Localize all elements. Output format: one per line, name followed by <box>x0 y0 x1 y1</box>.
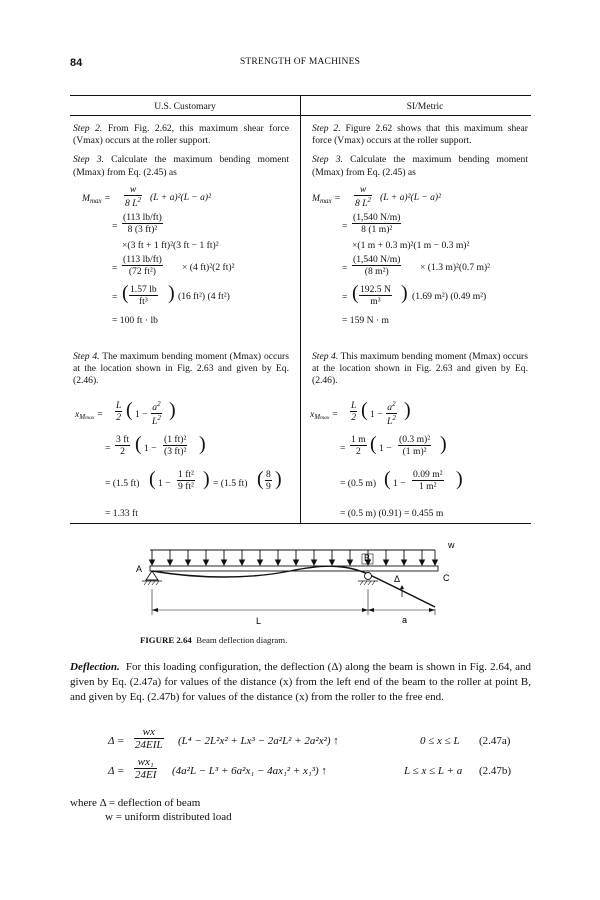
si-step4 <box>312 351 528 395</box>
us-step2-label: Step 2. <box>73 123 103 134</box>
us-x-equation: $x_{Mmax}$ = $\frac{L}{2}$ ( 1 − $\frac{a^2}{L^2}$ ) = $\frac{3 ft}{2}$ ( 1 − $\frac{\text{(1 ft)²}}{\text{(3 ft)²}}$ ) = (1.5 ft) ( 1 − $\frac{\text{1 ft²}}{\text{9 ft²}}$ ) = (1.5 ft) ( $\frac{8}{9}$ ) = 1.33 ft <box>75 399 282 519</box>
eq1-num: wx <box>134 726 164 739</box>
load-arrow <box>348 550 353 565</box>
si-m-line1: (L + a)²(L − a)² <box>380 192 441 203</box>
us-column-title: U.S. Customary <box>154 101 216 112</box>
load-arrow <box>330 550 335 565</box>
us-x-line3-inner-num: 1 ft² <box>178 469 194 480</box>
load-arrow <box>276 550 281 565</box>
us-x-line2-num: 3 ft <box>116 434 130 445</box>
us-step3-text: Calculate the maximum bending moment (Mmax) from Eq. (2.45) as <box>73 154 289 178</box>
us-x-line3-mid: = (1.5 ft) <box>213 478 248 489</box>
load-arrow <box>294 550 299 565</box>
us-m-result: = 100 ft · lb <box>112 315 158 326</box>
us-x-line3-frac-den: 9 <box>266 481 271 492</box>
si-m-result: = 159 N · m <box>342 315 389 326</box>
us-m-line5-den: ft³ <box>138 296 148 307</box>
si-x-result: = (0.5 m) (0.91) = 0.455 m <box>340 508 444 519</box>
ground-hatch-b <box>360 581 375 585</box>
us-x-line2-inner-den: (3 ft)² <box>164 446 187 457</box>
beam-deflection-figure <box>130 535 470 635</box>
si-x-line3-inner-num: 0.09 m² <box>413 469 443 480</box>
us-x-result: = 1.33 ft <box>105 508 138 519</box>
figure-caption-text: Beam deflection diagram. <box>196 635 288 645</box>
figure-caption-number: FIGURE 2.64 <box>140 635 192 645</box>
dim-arrow-a-left <box>368 608 374 612</box>
eq2-den: 24EI <box>135 769 157 781</box>
figure-label-w: w <box>448 540 455 550</box>
delta-label: Δ <box>394 574 401 584</box>
load-arrow <box>312 550 317 565</box>
load-arrow <box>168 550 173 565</box>
si-step2-text: Figure 2.62 shows that this maximum shear force (Vmax) occurs at the roller support. <box>312 123 528 147</box>
deflection-heading: Deflection. <box>70 661 120 673</box>
us-m-line4-rest: × (4 ft)²(2 ft)² <box>182 262 235 273</box>
us-x-line3-inner-den: 9 ft² <box>178 481 194 492</box>
si-step4-text: This maximum bending moment (Mmax) occurs at the location shown in Fig. 2.63 and given by Eq. (2.46). <box>312 351 528 387</box>
us-step2-text: From Fig. 2.62, this maximum shear force (Vmax) occurs at the roller support. <box>73 123 289 147</box>
si-x-line2-inner-num: (0.3 m)² <box>399 434 431 445</box>
us-m-line4-num: (113 lb/ft) <box>123 254 162 265</box>
dim-label-a: a <box>402 615 408 625</box>
where-line-1: where Δ = deflection of beam <box>70 797 201 809</box>
si-x-line2-num: 1 m <box>351 434 366 445</box>
point-c-label: C <box>443 573 450 583</box>
us-step3-label: Step 3. <box>73 154 104 166</box>
us-x-line2-inner-num: (1 ft)² <box>164 434 187 445</box>
si-step4-label: Step 4. <box>312 351 339 362</box>
si-m-line2-den: 8 (1 m)² <box>361 224 393 235</box>
si-step2-label: Step 2. <box>312 123 341 134</box>
page-number: 84 <box>70 57 83 69</box>
si-x-equation: $x_{Mmax}$ = $\frac{L}{2}$ ( 1 − $\frac{a^2}{L^2}$ ) = $\frac{1 m}{2}$ ( 1 − $\frac{\text{(0.3 m)²}}{\text{(1 m)²}}$ ) = (0.5 m) ( 1 − $\frac{\text{0.09 m²}}{\text{1 m²}}$ ) = (0.5 m) (0.91) = 0.455 m <box>310 399 463 519</box>
load-arrow <box>258 550 263 565</box>
us-x-line3-frac-num: 8 <box>266 469 271 480</box>
eq2-body: (4a²L − L³ + 6a²x₁ − 4ax₁² + x₁³) ↑ <box>172 765 327 777</box>
si-step3-label: Step 3. <box>312 154 343 166</box>
us-step4 <box>73 351 289 395</box>
si-x-line3-inner-den: 1 m² <box>418 481 437 492</box>
running-title: STRENGTH OF MACHINES <box>239 57 361 67</box>
eq2-num: wx₁ <box>134 756 157 769</box>
si-m-line2-num: (1,540 N/m) <box>353 212 401 223</box>
deflection-curve <box>152 566 435 607</box>
load-arrow <box>384 550 389 565</box>
load-arrow <box>420 550 425 565</box>
load-arrows <box>150 550 438 565</box>
delta-arrowhead <box>400 585 404 589</box>
point-a-label: A <box>136 564 143 574</box>
us-step4-label: Step 4. <box>73 351 100 362</box>
si-step3-text: Calculate the maximum bending moment (Mmax) from Eq. (2.45) as <box>312 154 528 178</box>
where-line-2: w = uniform distributed load <box>105 811 232 823</box>
us-mmax-equation: $M_{max}$ = $\frac{w}{8 L^2}$ (L + a)²(L − a)² = $\frac{(113 lb/ft)}{\text{8 (3 ft)²}}$ ×(3 ft + 1 ft)²(3 ft − 1 ft)² = $\frac{(113 lb/ft)}{\text{(72 ft²)}}$ × (4 ft)²(2 ft)² = ( $\frac{1.57 lb}{\text{ft³}}$ ) (16 ft²) (4 ft²) = 100 ft · lb <box>82 184 235 326</box>
dim-arrow-l-right <box>362 608 368 612</box>
si-step2 <box>312 123 528 186</box>
equation-2-47b: Δ = $\frac{\text{wx₁}}{24EI}$ (4a²L − L³ + 6a²x₁ − 4ax₁² + x₁³) ↑ L ≤ x ≤ L + a (2.47b) <box>108 756 512 781</box>
load-arrow <box>150 550 155 565</box>
table-bottom-rule <box>70 523 531 524</box>
us-m-line5-num: 1.57 lb <box>130 284 157 295</box>
point-b-label: B <box>364 553 371 563</box>
deflection-paragraph <box>70 660 531 705</box>
eq1-body: (L⁴ − 2L²x² + Lx³ − 2a²L² + 2a²x²) ↑ <box>178 735 339 747</box>
load-arrow <box>204 550 209 565</box>
ground-hatch-a <box>144 581 159 585</box>
si-column-title: SI/Metric <box>406 101 444 112</box>
dim-label-l: L <box>256 616 262 626</box>
eq1-tag: (2.47a) <box>479 735 511 747</box>
figure-caption <box>140 635 287 645</box>
us-m-line3: ×(3 ft + 1 ft)²(3 ft − 1 ft)² <box>122 240 219 251</box>
us-step4-text: The maximum bending moment (Mmax) occurs at the location shown in Fig. 2.63 and given by Eq. (2.46). <box>73 351 289 387</box>
us-m-line1: (L + a)²(L − a)² <box>150 192 211 203</box>
si-m-line5-den: m³ <box>370 296 381 307</box>
si-x-line3-left: = (0.5 m) <box>340 478 377 489</box>
us-m-line4-den: (72 ft²) <box>128 266 156 277</box>
roller-support-b <box>365 573 372 580</box>
us-m-line2-den: 8 (3 ft)² <box>127 224 158 235</box>
eq2-range: L ≤ x ≤ L + a <box>404 765 463 777</box>
eq1-den: 24EIL <box>135 739 163 751</box>
load-arrow <box>402 550 407 565</box>
dim-arrow-l-left <box>152 608 158 612</box>
si-x-line2-inner-den: (1 m)² <box>402 446 427 457</box>
si-m-line5-num: 192.5 N <box>360 284 391 295</box>
si-m-line4-rest: × (1.3 m)²(0.7 m)² <box>420 262 491 273</box>
deflection-text: For this loading configuration, the deflection (Δ) along the beam is shown in Fig. 2.64, and given by Eq. (2.47a) for values of the distance (x) from the left end of the beam to the roller at point B, and given by Eq. (2.47b) for values of the distance (x) from the roller to the free end. <box>70 661 532 703</box>
equation-2-47a: Δ = wx 24EIL (L⁴ − 2L²x² + Lx³ − 2a²L² + 2a²x²) ↑ 0 ≤ x ≤ L (2.47a) <box>108 726 511 751</box>
si-m-line4-num: (1,540 N/m) <box>353 254 401 265</box>
si-m-line3: ×(1 m + 0.3 m)²(1 m − 0.3 m)² <box>352 240 470 251</box>
us-m-line5-rest: (16 ft²) (4 ft²) <box>178 291 230 302</box>
si-m-line4-den: (8 m²) <box>364 266 389 277</box>
load-arrow <box>433 550 438 565</box>
si-m-line5-rest: (1.69 m²) (0.49 m²) <box>412 291 487 302</box>
dim-arrow-a-right <box>429 608 435 612</box>
eq1-range: 0 ≤ x ≤ L <box>420 735 460 747</box>
load-arrow <box>240 550 245 565</box>
us-step2 <box>73 123 289 186</box>
us-x-line3-left: = (1.5 ft) <box>105 478 140 489</box>
eq2-tag: (2.47b) <box>479 765 512 777</box>
si-mmax-equation: $M_{max}$ = $\frac{w}{8 L^2}$ (L + a)²(L − a)² = $\frac{(1,540 N/m)}{\text{8 (1 m)²}}$ ×(1 m + 0.3 m)²(1 m − 0.3 m)² = $\frac{(1,540 N/m)}{\text{(8 m²)}}$ × (1.3 m)²(0.7 m)² = ( $\frac{192.5 N}{\text{m³}}$ ) (1.69 m²) (0.49 m²) = 159 N · m <box>312 184 491 326</box>
load-arrow <box>222 550 227 565</box>
load-arrow <box>186 550 191 565</box>
us-m-line2-num: (113 lb/ft) <box>123 212 162 223</box>
column-divider <box>300 95 301 523</box>
